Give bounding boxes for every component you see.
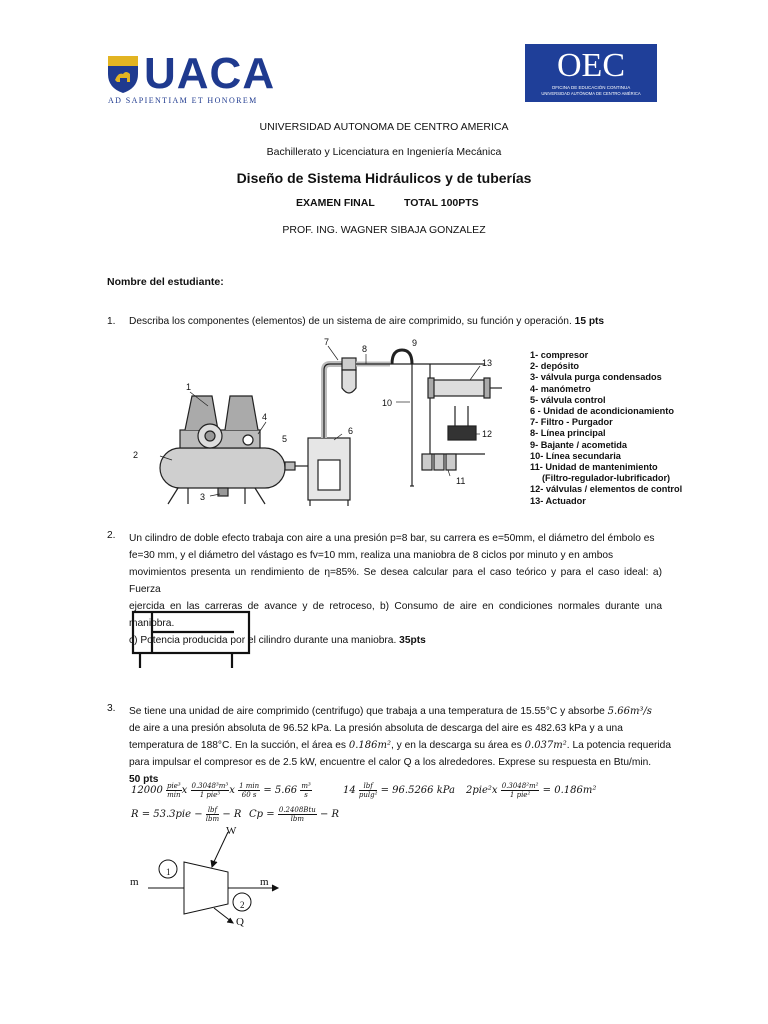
q3-line3: [129, 737, 671, 754]
state-1-label: 1: [166, 867, 171, 877]
callout-1: 1: [186, 382, 192, 392]
legend-item: 11- Unidad de mantenimiento: [530, 462, 658, 473]
callout-11: 11: [456, 476, 466, 486]
q3-flow-value: 5.66m³/s: [607, 706, 652, 717]
eq2-frac: [359, 782, 378, 799]
callout-5: 5: [282, 434, 288, 444]
eq5-fd: lbm: [290, 815, 304, 823]
q2-line: fe=30 mm, y el diámetro del vástago es fv=10 mm, realiza una maniobra de 8 ciclos por minuto y en ambos: [129, 550, 614, 561]
eq4-fn: lbf: [206, 806, 219, 815]
legend-item: 10- Línea secundaria: [530, 450, 621, 461]
q3-line1: [129, 703, 662, 720]
eq1-frac2: [191, 782, 230, 799]
eq5-b: − R: [319, 809, 340, 820]
q1-question: Describa los componentes (elementos) de un sistema de aire comprimido, su función y operación.: [129, 316, 572, 327]
eq1-res: = 5.66: [263, 785, 298, 796]
eq3-res: = 0.186m²: [542, 785, 597, 796]
q2-number: 2.: [107, 530, 116, 541]
q2-line: movimientos presenta un rendimiento de η=85%. Se desea calcular para el caso teórico y para el caso ideal: a) Fuerza: [129, 567, 662, 595]
equation-pressure-conversion: [343, 782, 455, 799]
eq1-f2d: 1 pie³: [199, 791, 221, 799]
legend-item: 7- Filtro - Purgador: [530, 417, 613, 428]
legend-item: 12- válvulas / elementos de control: [530, 484, 683, 495]
legend-item: 5- válvula control: [530, 394, 606, 405]
eq1-frac3: [238, 782, 260, 799]
q3-line3-e: . La potencia requerida: [566, 740, 671, 751]
callout-7: 7: [324, 337, 330, 347]
q3-line1-text: Se tiene una unidad de aire comprimido (centrifugo) que trabaja a una temperatura de 15.55°C y absorbe: [129, 706, 605, 717]
eq1-f1d: min: [167, 791, 181, 799]
university-name: UNIVERSIDAD AUTONOMA DE CENTRO AMERICA: [259, 121, 509, 133]
callout-9: 9: [412, 338, 418, 348]
eq4-fd: lbm: [205, 815, 220, 823]
eq4-frac: [206, 806, 219, 823]
eq1-f3d: 60 s: [241, 791, 257, 799]
callout-4: 4: [262, 412, 268, 422]
oec-line2: UNIVERSIDAD AUTÓNOMA DE CENTRO AMÉRICA: [541, 91, 641, 96]
legend-item: 8- Línea principal: [530, 428, 606, 439]
eq1-f4n: m³: [301, 782, 311, 790]
work-label: W: [226, 825, 237, 837]
callout-10: 10: [382, 398, 393, 408]
callout-3: 3: [200, 492, 206, 502]
uaca-logo: [106, 50, 286, 106]
total-label: TOTAL 100PTS: [404, 197, 479, 209]
legend-item: 3- válvula purga condensados: [530, 372, 662, 383]
equation-gas-constant: [131, 806, 241, 823]
q1-legend: [530, 350, 682, 507]
exam-label: EXAMEN FINAL: [296, 197, 375, 209]
legend-item: 13- Actuador: [530, 495, 586, 506]
equation-area-conversion: [466, 782, 596, 799]
eq1-f4d: s: [304, 791, 308, 799]
heat-label: Q: [236, 916, 244, 928]
uaca-shield-icon: [106, 54, 140, 94]
eq3-frac: [501, 782, 540, 799]
q3-text: [129, 703, 671, 788]
eq1-f2n: 0.3048³m³: [191, 782, 229, 790]
eq1-f3n: 1 min: [239, 782, 260, 790]
q1-number: 1.: [107, 316, 116, 327]
uaca-wordmark: UACA: [144, 49, 276, 98]
eq2-res: = 96.5266 kPa: [380, 785, 456, 796]
legend-item: 2- depósito: [530, 361, 580, 372]
compressed-air-system-diagram: [130, 336, 515, 516]
eq1-x2: x: [229, 785, 235, 796]
eq5-frac: [278, 806, 317, 823]
eq1-f1n: pie³: [167, 782, 181, 790]
q1-text: [129, 316, 604, 327]
eq5-fn: 0.2408Btu: [278, 806, 316, 814]
q2-points: 35pts: [399, 635, 426, 646]
legend-item: 1- compresor: [530, 350, 589, 360]
double-acting-cylinder-icon: [130, 608, 252, 670]
eq2-a: 14: [343, 785, 356, 796]
q2-line: ejercida en las carreras de avance y de retroceso, b) Consumo de aire en condiciones normales durante una maniobra.: [129, 601, 662, 629]
student-name-label: Nombre del estudiante:: [107, 276, 224, 288]
eq5-a: Cp =: [249, 809, 275, 820]
legend-item: 9- Bajante / acometida: [530, 439, 628, 450]
eq2-fn: lbf: [359, 782, 378, 791]
q1-points: 15 pts: [574, 316, 605, 327]
eq4-b: − R: [222, 809, 242, 820]
uaca-motto: AD SAPIENTIAM ET HONOREM: [108, 96, 258, 105]
eq1-a: 12000: [131, 785, 163, 796]
program-name: Bachillerato y Licenciatura en Ingeniería Mecánica: [266, 146, 502, 158]
q3-number: 3.: [107, 703, 116, 714]
compressor-control-volume-diagram: [128, 822, 288, 930]
callout-13: 13: [482, 358, 493, 368]
legend-item: 4- manómetro: [530, 383, 591, 394]
q3-line3-c: , y en la descarga su área es: [390, 740, 522, 751]
oec-wordmark: OEC: [557, 47, 625, 84]
equation-flow-conversion: [131, 782, 312, 799]
eq3-fn: 0.3048²m²: [501, 782, 539, 790]
eq3-fd: 1 pie²: [509, 791, 531, 799]
eq2-fd: pulg²: [358, 791, 378, 799]
q3-line3-a: temperatura de 188°C. En la succión, el área es: [129, 740, 347, 751]
q3-discharge-area: 0.037m²: [524, 740, 567, 751]
q3-line2: de aire a una presión absoluta de 96.52 kPa. La presión absoluta de descarga del aire es 482.63 kPa y a una: [129, 723, 623, 734]
eq4-a: R = 53.3pie −: [131, 809, 203, 820]
q2-line: Un cilindro de doble efecto trabaja con aire a una presión p=8 bar, su carrera es e=50mm, el diámetro del émbolo es: [129, 533, 655, 544]
course-title: Diseño de Sistema Hidráulicos y de tuberías: [236, 170, 532, 186]
state-2-label: 2: [240, 900, 245, 910]
eq1-frac1: [166, 782, 182, 799]
equation-specific-heat: [249, 806, 339, 823]
oec-logo: [525, 44, 657, 102]
eq3-a: 2pie²x: [466, 785, 498, 796]
callout-12: 12: [482, 429, 493, 439]
oec-line1: OFICINA DE EDUCACIÓN CONTINUA: [551, 85, 631, 90]
legend-item: 6 - Unidad de acondicionamiento: [530, 406, 674, 417]
legend-item: (Filtro-regulador-lubrificador): [542, 473, 671, 484]
q3-line4: para impulsar el compresor es de 2.5 kW, encuentre el calor Q a los alrededores. Exprese su respuesta en Btu/min.: [129, 757, 652, 768]
mass-in-label: m: [130, 876, 139, 888]
q3-points: 50 pts: [129, 774, 159, 785]
callout-2: 2: [133, 450, 139, 460]
mass-out-label: m: [260, 876, 269, 888]
professor-name: PROF. ING. WAGNER SIBAJA GONZALEZ: [282, 224, 486, 236]
callout-8: 8: [362, 344, 368, 354]
q2-last-text: c) Potencia producida por el cilindro durante una maniobra.: [129, 635, 397, 646]
q3-suction-area: 0.186m²: [348, 740, 391, 751]
eq1-x1: x: [181, 785, 188, 796]
callout-6: 6: [348, 426, 354, 436]
eq1-frac4: [300, 782, 311, 799]
